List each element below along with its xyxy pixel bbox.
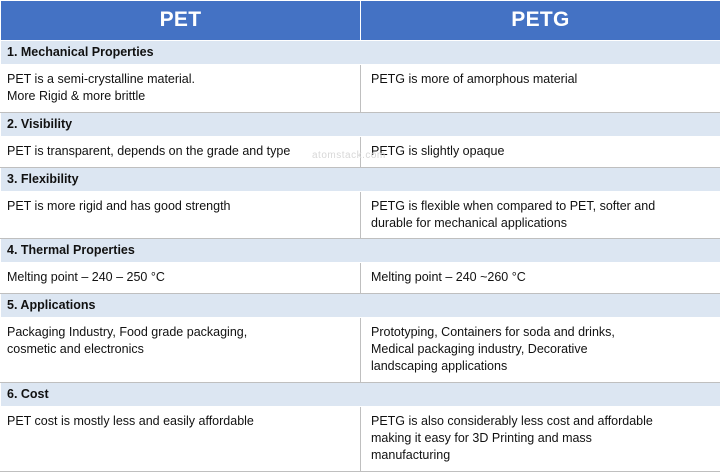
table-row: [1, 191, 720, 239]
cell-pet: [1, 263, 361, 294]
table-header-row: [1, 1, 720, 41]
section-row: [1, 167, 720, 191]
cell-line: Melting point – 240 ~260 °C: [371, 269, 712, 286]
table-row: [1, 65, 720, 113]
cell-line: PETG is slightly opaque: [371, 143, 712, 160]
cell-pet: [1, 191, 361, 239]
cell-line: manufacturing: [371, 447, 712, 464]
section-row: [1, 294, 720, 318]
cell-line: More Rigid & more brittle: [7, 88, 352, 105]
cell-line: landscaping applications: [371, 358, 712, 375]
cell-petg: [361, 191, 720, 239]
cell-pet: [1, 65, 361, 113]
table-row: [1, 136, 720, 167]
cell-line: PET cost is mostly less and easily affordable: [7, 413, 352, 430]
cell-pet: [1, 136, 361, 167]
table-row: [1, 263, 720, 294]
cell-line: PETG is more of amorphous material: [371, 71, 712, 88]
cell-line: PET is transparent, depends on the grade and type: [7, 143, 352, 160]
cell-line: PETG is also considerably less cost and affordable: [371, 413, 712, 430]
table-row: [1, 318, 720, 383]
cell-line: Prototyping, Containers for soda and drinks,: [371, 324, 712, 341]
cell-line: cosmetic and electronics: [7, 341, 352, 358]
section-row: [1, 239, 720, 263]
cell-petg: [361, 318, 720, 383]
cell-line: PET is more rigid and has good strength: [7, 198, 352, 215]
cell-line: Medical packaging industry, Decorative: [371, 341, 712, 358]
cell-line: making it easy for 3D Printing and mass: [371, 430, 712, 447]
cell-petg: [361, 136, 720, 167]
section-title: 1. Mechanical Properties: [1, 41, 720, 65]
section-row: [1, 112, 720, 136]
section-title: 3. Flexibility: [1, 167, 720, 191]
watermark: atomstack.com: [312, 150, 386, 161]
cell-pet: [1, 406, 361, 471]
section-title: 2. Visibility: [1, 112, 720, 136]
column-header-pet: PET: [1, 1, 361, 41]
cell-line: Melting point – 240 – 250 °C: [7, 269, 352, 286]
column-header-petg: PETG: [361, 1, 720, 41]
section-title: 4. Thermal Properties: [1, 239, 720, 263]
cell-line: Packaging Industry, Food grade packaging,: [7, 324, 352, 341]
section-row: [1, 41, 720, 65]
section-row: [1, 382, 720, 406]
cell-petg: [361, 65, 720, 113]
cell-line: PETG is flexible when compared to PET, softer and: [371, 198, 712, 215]
cell-line: durable for mechanical applications: [371, 215, 712, 232]
cell-line: PET is a semi-crystalline material.: [7, 71, 352, 88]
cell-pet: [1, 318, 361, 383]
cell-petg: [361, 263, 720, 294]
section-title: 5. Applications: [1, 294, 720, 318]
section-title: 6. Cost: [1, 382, 720, 406]
cell-petg: [361, 406, 720, 471]
table-row: [1, 406, 720, 471]
